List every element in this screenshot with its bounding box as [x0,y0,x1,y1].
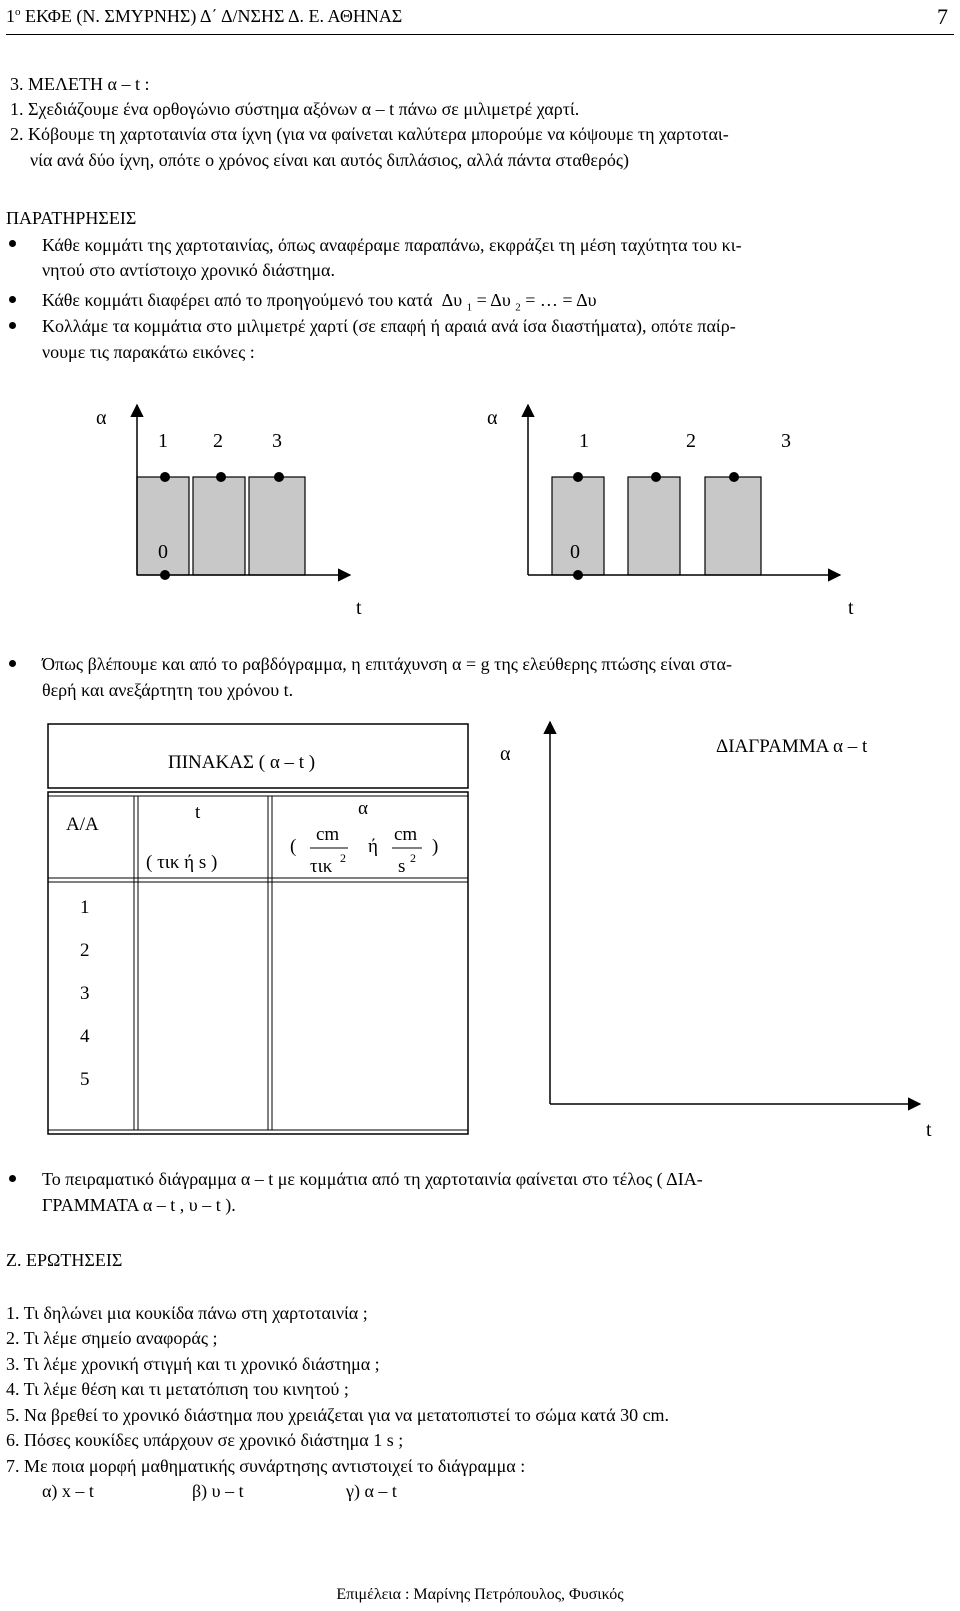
final-note-line-2: ΓΡΑΜΜΑΤΑ α – t , υ – t ). [42,1195,236,1215]
column-header-a-close: ) [432,836,439,857]
observation-1-line-1: Κάθε κομμάτι της χαρτοταινίας, όπως αναφέραμε παραπάνω, εκφράζει τη μέση ταχύτητα του κι- [42,235,742,255]
row-number: 1 [80,897,90,918]
answer-option: β) υ – t [192,1481,244,1501]
bar [628,477,680,575]
section-heading: 3. ΜΕΛΕΤΗ α – t : [10,74,150,94]
y-axis-label: α [487,407,498,429]
column-header-t-units: ( τικ ή s ) [146,852,218,873]
column-header-a-den2: s [398,856,406,877]
y-axis-label: α [96,407,107,429]
dot-marker [160,570,170,580]
column-header-a-num2: cm [394,824,418,845]
x-axis-label: t [848,597,854,619]
column-header-a-or: ή [368,836,378,857]
question-item: 1. Τι δηλώνει μια κουκίδα πάνω στη χαρτοταινία ; [6,1303,368,1323]
step-2-line-2: νία ανά δύο ίχνη, οπότε ο χρόνος είναι και αυτός διπλάσιος, αλλά πάντα σταθερός) [30,150,630,170]
bar-diagram-right [487,405,854,619]
x-axis-label: t [356,597,362,619]
table-title: ΠΙΝΑΚΑΣ ( α – t ) [168,752,316,773]
question-item: 2. Τι λέμε σημείο αναφοράς ; [6,1328,218,1348]
dot-marker [573,570,583,580]
tick-label: 1 [579,430,589,452]
row-number: 2 [80,940,90,961]
bullet-icon [9,1175,16,1182]
exponent: 2 [410,851,416,865]
row-number: 5 [80,1069,90,1090]
measurement-table [48,724,468,1134]
questions-heading: Ζ. ΕΡΩΤΗΣΕΙΣ [6,1250,123,1270]
answer-option: γ) α – t [346,1481,397,1501]
observation-1-line-2: νητού στο αντίστοιχο χρονικό διάστημα. [42,260,335,280]
bar [193,477,245,575]
column-header-a-num1: cm [316,824,340,845]
conclusion-line-1: Όπως βλέπουμε και από το ραβδόγραμμα, η επιτάχυνση α = g της ελεύθερης πτώσης είναι στα- [42,654,732,674]
question-item: 6. Πόσες κουκίδες υπάρχουν σε χρονικό διάστημα 1 s ; [6,1430,404,1450]
origin-label: 0 [570,541,580,563]
x-axis-label: t [926,1119,932,1141]
question-item: 5. Να βρεθεί το χρονικό διάστημα που χρειάζεται για να μετατοπιστεί το σώμα κατά 30 cm. [6,1405,670,1425]
tick-label: 2 [213,430,223,452]
tick-label: 3 [781,430,791,452]
exponent: 2 [340,851,346,865]
dot-marker [274,472,284,482]
question-item: 3. Τι λέμε χρονική στιγμή και τι χρονικό διάστημα ; [6,1354,380,1374]
answer-option: α) x – t [42,1481,94,1501]
observation-2: Κάθε κομμάτι διαφέρει από το προηγούμενό του κατά Δυ $_1$ = Δυ $_2$ = … = Δυ [42,290,597,314]
column-header-a-den1: τικ [310,856,333,877]
page-number: 7 [937,4,948,29]
dot-marker [729,472,739,482]
question-item: 7. Με ποια μορφή μαθηματικής συνάρτησης αντιστοιχεί το διάγραμμα : [6,1456,526,1476]
table-and-diagram [0,718,960,1148]
column-header-a-paren: ( [290,836,297,857]
dot-marker [160,472,170,482]
bullet-icon [9,296,16,303]
row-number: 3 [80,983,90,1004]
observation-3-line-1: Κολλάμε τα κομμάτια στο μιλιμετρέ χαρτί (σε επαφή ή αραιά ανά ίσα διαστήματα), οπότε παίρ- [42,316,736,336]
empty-diagram [500,722,932,1141]
final-note-line-1: Το πειραματικό διάγραμμα α – t με κομμάτια από τη χαρτοταινία φαίνεται στο τέλος ( ΔΙΑ- [42,1169,703,1189]
row-number: 4 [80,1026,90,1047]
dot-marker [651,472,661,482]
tick-label: 2 [686,430,696,452]
header-title: $1^o$ ΕΚΦΕ (Ν. ΣΜΥΡΝΗΣ) Δ΄ Δ/ΝΣΗΣ Δ. Ε. ΑΘΗΝΑΣ [6,6,403,26]
y-axis-label: α [500,743,511,765]
bar-diagrams [0,390,960,630]
tick-label: 1 [158,430,168,452]
question-item: 4. Τι λέμε θέση και τι μετατόπιση του κινητού ; [6,1379,349,1399]
diagram-title: ΔΙΑΓΡΑΜΜΑ α – t [716,736,868,757]
step-2-line-1: 2. Κόβουμε τη χαρτοταινία στα ίχνη (για να φαίνεται καλύτερα μπορούμε να κόψουμε τη χαρτοται- [10,124,729,144]
column-header-a: α [358,798,368,819]
origin-label: 0 [158,541,168,563]
column-header-aa: Α/Α [66,814,99,835]
page-header [6,4,954,35]
observations-heading: ΠΑΡΑΤΗΡΗΣΕΙΣ [6,208,137,228]
page-footer: Επιμέλεια : Μαρίνης Πετρόπουλος, Φυσικός [336,1586,624,1603]
dot-marker [216,472,226,482]
tick-label: 3 [272,430,282,452]
dot-marker [573,472,583,482]
bar [705,477,761,575]
bullet-icon [9,660,16,667]
conclusion-line-2: θερή και ανεξάρτητη του χρόνου t. [42,680,294,700]
observation-3-line-2: νουμε τις παρακάτω εικόνες : [42,342,255,362]
bar [249,477,305,575]
column-header-t: t [195,802,201,823]
bullet-icon [9,322,16,329]
step-1: 1. Σχεδιάζουμε ένα ορθογώνιο σύστημα αξόνων α – t πάνω σε μιλιμετρέ χαρτί. [10,99,580,119]
bar-diagram-left [96,405,362,619]
bullet-icon [9,240,16,247]
